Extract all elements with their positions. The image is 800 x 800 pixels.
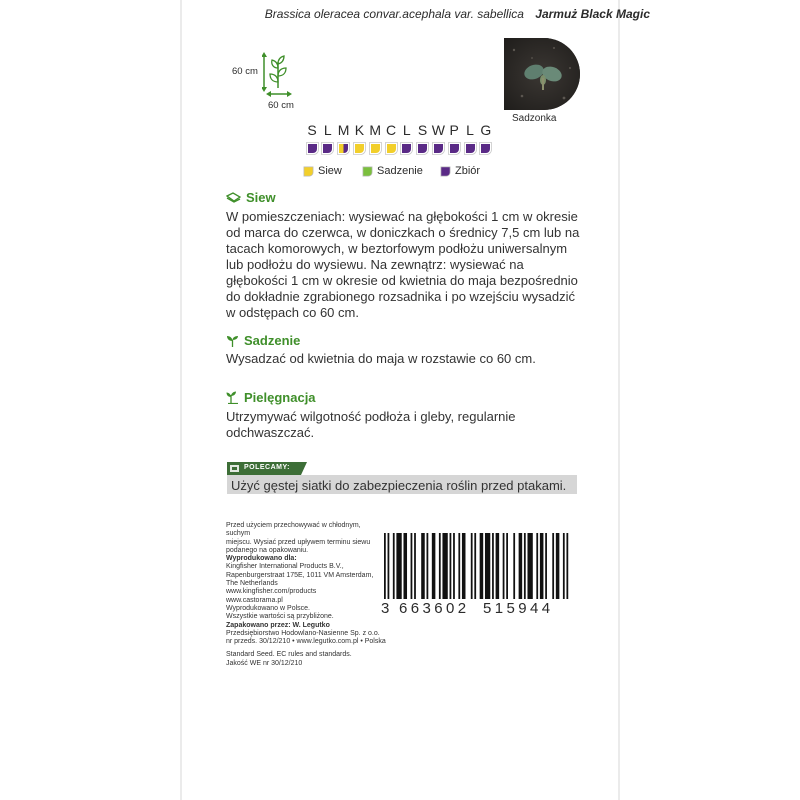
section-title-siew: Siew (226, 189, 276, 205)
text-line: lub podłożu do wysiewu. Na zewnątrz: wysiewać na (226, 257, 524, 272)
section-title-pielegnacja: Pielęgnacja (226, 389, 316, 405)
month-marker-siew-zbior (337, 142, 350, 155)
month-letter: S (307, 122, 317, 138)
plant-size (228, 48, 318, 113)
text-line: Wysadzać od kwietnia do maja w rozstawie co 60 cm. (226, 351, 536, 366)
fine-print-line: Wyprodukowano dla: (226, 555, 297, 563)
month-letter: M (337, 122, 350, 138)
seedling-photo (504, 38, 580, 110)
month-marker-zbior (306, 142, 319, 155)
photo-caption: Sadzonka (512, 113, 557, 124)
fine-print-line: nr przeds. 30/12/210 • www.legutko.com.pl • Polska (226, 638, 386, 646)
month-letter: L (466, 122, 474, 138)
section-text-siew (226, 209, 586, 321)
header (150, 7, 650, 21)
latin-name: Brassica oleracea convar.acephala var. sabellica (264, 7, 524, 21)
care-plant-icon (226, 391, 239, 404)
month-marker-siew (385, 142, 398, 155)
text-line: w odstępach co 60 cm. (226, 305, 359, 320)
text-line: do dokładnie zgrabionego rozsadnika i po wzejściu wysadzić (226, 289, 576, 304)
month-marker-zbior (448, 142, 461, 155)
section-title-sadzenie: Sadzenie (226, 332, 300, 348)
legend-sadzenie: Sadzenie (362, 165, 423, 179)
barcode-digit-lead: 3 (381, 600, 390, 617)
fine-print-line: Wszystkie wartości są przybliżone. (226, 613, 334, 621)
text-line: tacach komorowych, w beztorfowym podłożu uniwersalnym (226, 241, 568, 256)
sadzenie-legend-icon (362, 166, 373, 177)
month-marker-siew (369, 142, 382, 155)
siew-legend-icon (303, 166, 314, 177)
zbior-legend-icon (440, 166, 451, 177)
legend-siew: Siew (303, 165, 342, 179)
month-letter: L (323, 122, 332, 138)
barcode-digits (381, 600, 567, 617)
month-letter: G (480, 122, 492, 138)
month-marker-zbior (321, 142, 334, 155)
month-letter: C (385, 122, 397, 138)
barcode (384, 533, 570, 599)
month-marker-zbior (464, 142, 477, 155)
month-letter: K (354, 122, 365, 138)
recommend-tag-label: POLECAMY: (244, 464, 290, 471)
text-line: Utrzymywać wilgotność podłoża i gleby, regularnie (226, 409, 516, 424)
height-label: 60 cm (232, 66, 258, 77)
fine-print-line: www.castorama.pl (226, 596, 283, 604)
month-letter: M (369, 122, 382, 138)
fine-print-line: The Netherlands (226, 580, 278, 588)
fine-print-line: Przed użyciem przechowywać w chłodnym, suchym (226, 522, 361, 538)
text-line: od marca do czerwca, w doniczkach o średnicy 7,5 cm lub na (226, 225, 580, 240)
sprout-icon (226, 335, 239, 347)
cultivar-name: Jarmuż Black Magic (535, 7, 650, 21)
width-label: 60 cm (268, 100, 294, 111)
packet-left-edge (180, 0, 182, 800)
month-marker-zbior (416, 142, 429, 155)
fine-print-line: www.kingfisher.com/products (226, 588, 317, 596)
fine-print-line: Standard Seed. EC rules and standards. (226, 651, 352, 659)
fine-print-line: Przedsiębiorstwo Hodowlano-Nasienne Sp. z o.o. (226, 629, 380, 637)
text-line: W pomieszczeniach: wysiewać na głębokości 1 cm w okresie (226, 209, 578, 224)
packet-right-edge (618, 0, 620, 800)
fine-print-line: Kingfisher International Products B.V., (226, 563, 344, 571)
section-text-pielegnacja (226, 409, 586, 441)
barcode-digits-right: 515944 (483, 600, 554, 617)
month-marker-zbior (479, 142, 492, 155)
text-line: głębokości 1 cm w okresie od kwietnia do maja bezpośrednio (226, 273, 578, 288)
fine-print-line: podanego na opakowaniu. (226, 546, 309, 554)
seed-packet-icon (226, 192, 241, 203)
month-letter: S (417, 122, 428, 138)
fine-print-line: Jakość WE nr 30/12/210 (226, 659, 303, 667)
section-text-sadzenie (226, 351, 586, 367)
sowing-calendar-months (304, 122, 504, 142)
fine-print-line: miejscu. Wysiać przed upływem terminu siewu (226, 538, 371, 546)
text-line: odchwaszczać. (226, 425, 315, 440)
sowing-calendar-markers (304, 142, 504, 158)
month-marker-zbior (432, 142, 445, 155)
legend-zbior: Zbiór (440, 165, 480, 179)
month-marker-siew (353, 142, 366, 155)
fine-print-line: Zapakowano przez: W. Legutko (226, 621, 330, 629)
month-marker-zbior (400, 142, 413, 155)
recommend-box (227, 475, 577, 494)
recommend-tag (227, 462, 307, 475)
plant-size-icon (262, 52, 292, 98)
fine-print-line: Rapenburgerstraat 175E, 1011 VM Amsterdam, (226, 571, 374, 579)
fine-print (226, 522, 386, 668)
month-letter: W (431, 122, 445, 138)
recommend-text: Użyć gęstej siatki do zabezpieczenia roślin przed ptakami. (231, 478, 567, 493)
month-letter: P (449, 122, 459, 138)
barcode-digits-left: 663602 (399, 600, 470, 617)
fine-print-line: Wyprodukowano w Polsce. (226, 604, 310, 612)
month-letter: L (402, 122, 411, 138)
